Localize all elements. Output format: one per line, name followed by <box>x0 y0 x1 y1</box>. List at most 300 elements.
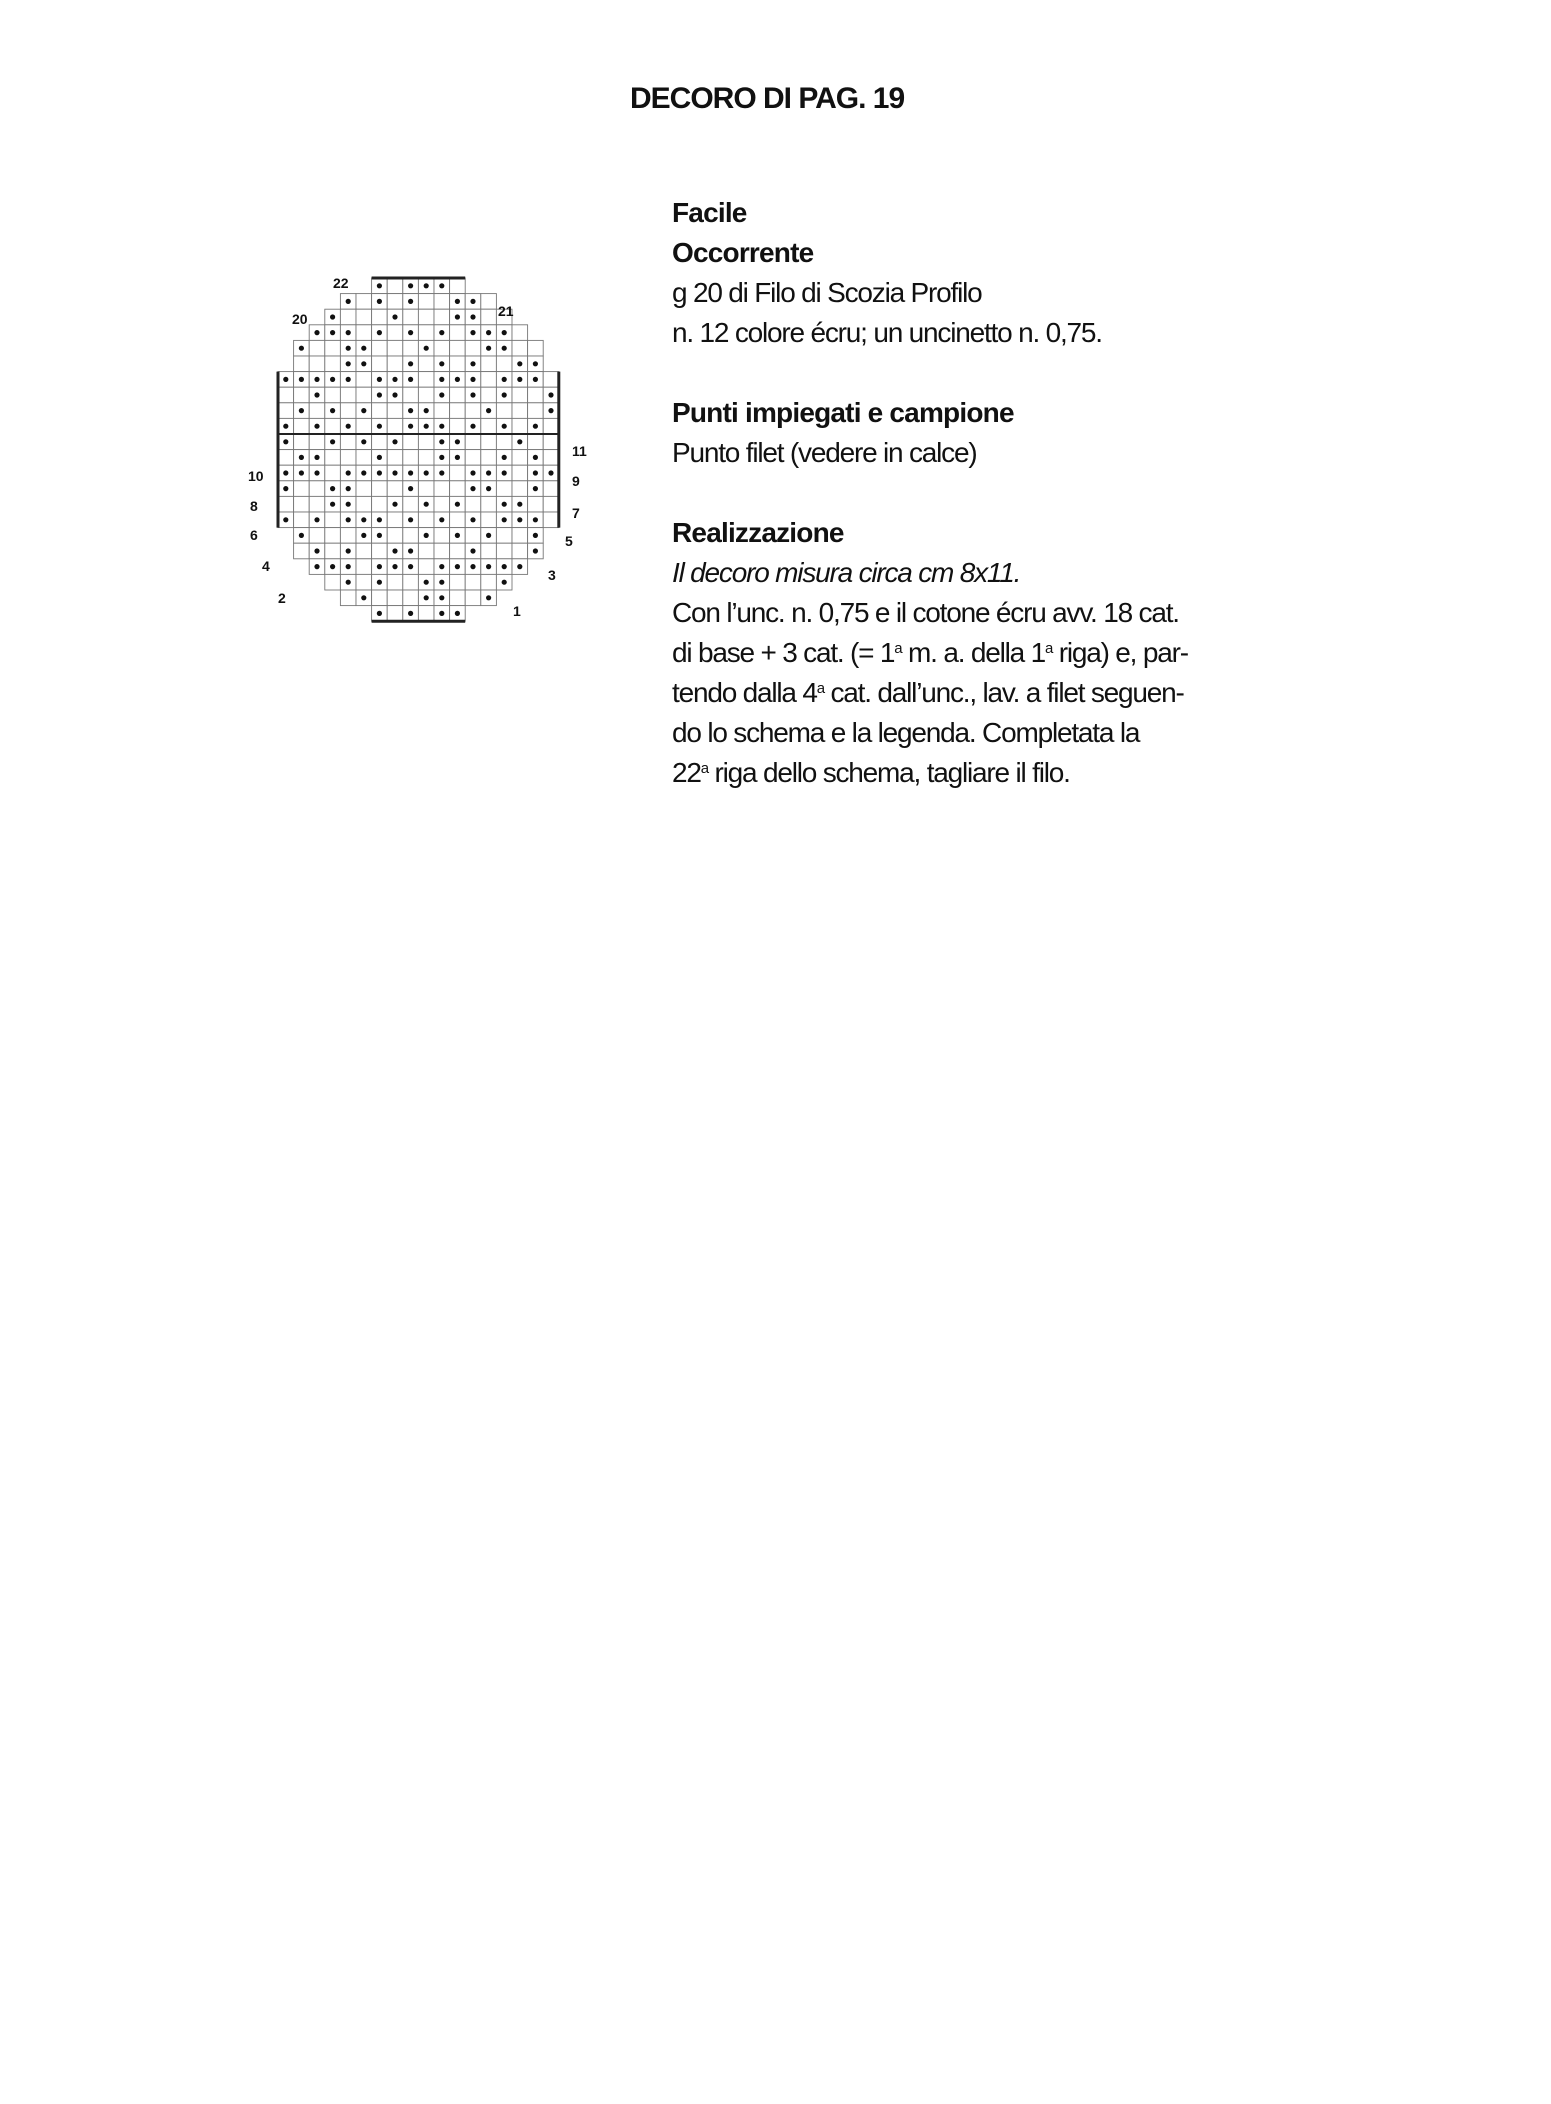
chart-row-label: 10 <box>248 468 264 484</box>
instruction-line: 22$^a$ riga dello schema, tagliare il filo. <box>672 757 1070 788</box>
chart-dot <box>314 564 319 569</box>
chart-cell <box>543 496 559 512</box>
chart-cell <box>481 372 497 388</box>
chart-dot <box>361 439 366 444</box>
chart-dot <box>533 455 538 460</box>
filet-chart-grid <box>230 268 610 638</box>
chart-cell <box>294 387 310 403</box>
chart-dot <box>486 595 491 600</box>
chart-dot <box>408 564 413 569</box>
chart-dot <box>502 346 507 351</box>
chart-dot <box>455 377 460 382</box>
chart-cell <box>450 356 466 372</box>
chart-cell <box>481 294 497 310</box>
chart-dot <box>361 595 366 600</box>
chart-row-label: 6 <box>250 527 258 543</box>
chart-row-label: 5 <box>565 533 573 549</box>
page-title: DECORO DI PAG. 19 <box>630 82 905 115</box>
chart-cell <box>356 387 372 403</box>
chart-cell <box>450 465 466 481</box>
chart-cell <box>543 450 559 466</box>
chart-cell <box>309 528 325 544</box>
chart-dot <box>361 517 366 522</box>
chart-dot <box>548 392 553 397</box>
chart-cell <box>434 496 450 512</box>
chart-cell <box>403 528 419 544</box>
chart-cell <box>372 340 388 356</box>
chart-dot <box>486 486 491 491</box>
chart-dot <box>330 439 335 444</box>
chart-cell <box>356 574 372 590</box>
chart-dot <box>533 486 538 491</box>
chart-row-label: 20 <box>292 311 308 327</box>
chart-cell <box>325 418 341 434</box>
chart-dot <box>408 377 413 382</box>
chart-cell <box>403 434 419 450</box>
chart-cell <box>450 278 466 294</box>
chart-cell <box>325 465 341 481</box>
chart-dot <box>314 424 319 429</box>
chart-dot <box>283 517 288 522</box>
chart-dot <box>408 330 413 335</box>
chart-dot <box>377 283 382 288</box>
chart-cell <box>294 496 310 512</box>
chart-dot <box>283 470 288 475</box>
chart-cell <box>543 418 559 434</box>
chart-cell <box>325 387 341 403</box>
chart-cell <box>481 418 497 434</box>
chart-dot <box>377 533 382 538</box>
chart-cell <box>512 387 528 403</box>
chart-cell <box>356 481 372 497</box>
chart-cell <box>528 496 544 512</box>
chart-cell <box>356 325 372 341</box>
chart-dot <box>502 330 507 335</box>
chart-cell <box>418 387 434 403</box>
chart-cell <box>465 528 481 544</box>
chart-dot <box>314 470 319 475</box>
chart-dot <box>283 439 288 444</box>
chart-cell <box>512 325 528 341</box>
chart-cell <box>340 309 356 325</box>
chart-cell <box>372 356 388 372</box>
chart-cell <box>418 559 434 575</box>
chart-cell <box>372 590 388 606</box>
chart-dot <box>283 486 288 491</box>
chart-cell <box>512 450 528 466</box>
chart-dot <box>455 314 460 319</box>
chart-cell <box>372 496 388 512</box>
chart-cell <box>325 574 341 590</box>
chart-row-label: 2 <box>278 590 286 606</box>
chart-dot <box>377 455 382 460</box>
chart-dot <box>377 580 382 585</box>
chart-dot <box>408 424 413 429</box>
chart-dot <box>299 408 304 413</box>
chart-cell <box>387 450 403 466</box>
chart-cell <box>512 528 528 544</box>
chart-dot <box>439 361 444 366</box>
chart-cell <box>340 434 356 450</box>
chart-cell <box>387 418 403 434</box>
chart-cell <box>372 403 388 419</box>
chart-dot <box>314 377 319 382</box>
chart-dot <box>330 330 335 335</box>
chart-cell <box>496 434 512 450</box>
chart-dot <box>408 283 413 288</box>
chart-cell <box>481 356 497 372</box>
chart-cell <box>309 481 325 497</box>
chart-row-label: 7 <box>572 505 580 521</box>
chart-cell <box>294 481 310 497</box>
chart-cell <box>418 294 434 310</box>
chart-cell <box>309 356 325 372</box>
chart-dot <box>314 517 319 522</box>
chart-cell <box>356 543 372 559</box>
chart-dot <box>439 455 444 460</box>
chart-dot <box>299 377 304 382</box>
chart-cell <box>481 387 497 403</box>
chart-cell <box>372 481 388 497</box>
chart-dot <box>470 299 475 304</box>
chart-dot <box>455 439 460 444</box>
chart-dot <box>486 330 491 335</box>
chart-cell <box>340 590 356 606</box>
chart-dot <box>377 377 382 382</box>
chart-dot <box>299 346 304 351</box>
chart-dot <box>455 611 460 616</box>
chart-cell <box>403 496 419 512</box>
chart-dot <box>346 564 351 569</box>
chart-cell <box>481 512 497 528</box>
chart-cell <box>278 387 294 403</box>
chart-cell <box>356 294 372 310</box>
chart-cell <box>294 356 310 372</box>
chart-dot <box>330 377 335 382</box>
chart-cell <box>325 450 341 466</box>
chart-cell <box>465 450 481 466</box>
materials-line: g 20 di Filo di Scozia Profilo <box>672 277 982 308</box>
chart-dot <box>299 470 304 475</box>
chart-dot <box>470 330 475 335</box>
chart-cell <box>496 543 512 559</box>
chart-cell <box>294 543 310 559</box>
chart-dot <box>330 314 335 319</box>
chart-cell <box>418 543 434 559</box>
chart-cell <box>465 403 481 419</box>
chart-dot <box>424 283 429 288</box>
instructions-column <box>672 193 1332 793</box>
chart-dot <box>502 580 507 585</box>
chart-dot <box>486 564 491 569</box>
instruction-line: di base + 3 cat. (= $1^a$ m. a. della 1$^a$ riga) e, par- <box>672 637 1188 668</box>
chart-cell <box>543 512 559 528</box>
chart-dot <box>408 611 413 616</box>
chart-dot <box>533 424 538 429</box>
chart-cell <box>528 403 544 419</box>
chart-dot <box>299 533 304 538</box>
chart-cell <box>387 590 403 606</box>
chart-cell <box>278 403 294 419</box>
chart-cell <box>434 309 450 325</box>
chart-cell <box>403 387 419 403</box>
chart-cell <box>450 403 466 419</box>
chart-cell <box>387 356 403 372</box>
chart-dot <box>533 470 538 475</box>
chart-dot <box>314 548 319 553</box>
chart-cell <box>481 434 497 450</box>
chart-dot <box>392 439 397 444</box>
chart-cell <box>418 309 434 325</box>
chart-dot <box>377 424 382 429</box>
chart-cell <box>465 496 481 512</box>
chart-cell <box>418 450 434 466</box>
chart-dot <box>392 502 397 507</box>
chart-cell <box>496 356 512 372</box>
chart-dot <box>502 564 507 569</box>
chart-cell <box>465 340 481 356</box>
chart-cell <box>465 590 481 606</box>
chart-cell <box>356 372 372 388</box>
chart-cell <box>434 294 450 310</box>
chart-cell <box>450 512 466 528</box>
chart-cell <box>278 450 294 466</box>
instruction-line: Con l’unc. n. 0,75 e il cotone écru avv. 18 cat. <box>672 597 1179 628</box>
chart-dot <box>470 424 475 429</box>
chart-cell <box>496 528 512 544</box>
chart-cell <box>481 309 497 325</box>
chart-dot <box>533 361 538 366</box>
chart-cell <box>372 309 388 325</box>
chart-dot <box>361 470 366 475</box>
chart-dot <box>486 346 491 351</box>
chart-dot <box>439 580 444 585</box>
chart-dot <box>346 377 351 382</box>
chart-cell <box>434 528 450 544</box>
instructions-heading: Realizzazione <box>672 517 844 548</box>
chart-dot <box>424 580 429 585</box>
chart-cell <box>372 434 388 450</box>
chart-dot <box>533 517 538 522</box>
chart-dot <box>533 548 538 553</box>
chart-dot <box>299 455 304 460</box>
chart-dot <box>455 533 460 538</box>
chart-cell <box>309 403 325 419</box>
chart-cell <box>512 481 528 497</box>
chart-dot <box>502 502 507 507</box>
chart-dot <box>470 314 475 319</box>
chart-cell <box>543 372 559 388</box>
chart-cell <box>325 543 341 559</box>
chart-dot <box>486 470 491 475</box>
chart-cell <box>387 325 403 341</box>
chart-row-label: 8 <box>250 498 258 514</box>
stitches-line: Punto filet (vedere in calce) <box>672 437 977 468</box>
chart-dot <box>502 455 507 460</box>
chart-cell <box>356 309 372 325</box>
chart-dot <box>533 377 538 382</box>
chart-cell <box>418 372 434 388</box>
chart-dot <box>392 377 397 382</box>
chart-dot <box>548 470 553 475</box>
difficulty-heading: Facile <box>672 197 747 228</box>
chart-dot <box>330 502 335 507</box>
chart-dot <box>346 580 351 585</box>
chart-cell <box>387 512 403 528</box>
chart-cell <box>496 481 512 497</box>
chart-dot <box>439 595 444 600</box>
chart-cell <box>325 340 341 356</box>
chart-row-label: 11 <box>572 443 587 459</box>
chart-dot <box>502 470 507 475</box>
chart-cell <box>481 450 497 466</box>
chart-cell <box>325 512 341 528</box>
chart-cell <box>340 403 356 419</box>
chart-cell <box>294 434 310 450</box>
chart-dot <box>408 517 413 522</box>
chart-cell <box>418 434 434 450</box>
chart-dot <box>470 486 475 491</box>
chart-dot <box>517 517 522 522</box>
chart-dot <box>439 283 444 288</box>
chart-dot <box>470 564 475 569</box>
chart-dot <box>377 470 382 475</box>
chart-dot <box>424 424 429 429</box>
chart-dot <box>361 346 366 351</box>
chart-dot <box>346 502 351 507</box>
chart-dot <box>377 517 382 522</box>
chart-dot <box>408 408 413 413</box>
chart-dot <box>346 346 351 351</box>
chart-dot <box>439 392 444 397</box>
chart-dot <box>346 361 351 366</box>
chart-cell <box>356 418 372 434</box>
chart-dot <box>502 377 507 382</box>
chart-cell <box>372 543 388 559</box>
chart-cell <box>418 606 434 622</box>
chart-dot <box>517 564 522 569</box>
chart-cell <box>450 574 466 590</box>
chart-dot <box>486 533 491 538</box>
chart-dot <box>377 330 382 335</box>
chart-cell <box>450 340 466 356</box>
chart-dot <box>455 299 460 304</box>
chart-cell <box>403 309 419 325</box>
materials-line: n. 12 colore écru; un uncinetto n. 0,75. <box>672 317 1102 348</box>
instruction-line: tendo dalla 4$^a$ cat. dall’unc., lav. a filet seguen- <box>672 677 1184 708</box>
chart-dot <box>424 346 429 351</box>
chart-cell <box>528 387 544 403</box>
chart-dot <box>392 564 397 569</box>
chart-cell <box>356 559 372 575</box>
chart-cell <box>340 450 356 466</box>
chart-dot <box>424 502 429 507</box>
chart-row-label: 21 <box>498 303 514 319</box>
chart-cell <box>278 496 294 512</box>
chart-cell <box>403 450 419 466</box>
chart-cell <box>481 543 497 559</box>
chart-dot <box>470 361 475 366</box>
chart-dot <box>455 564 460 569</box>
filet-chart <box>230 268 610 638</box>
chart-row-label: 3 <box>548 567 556 583</box>
chart-cell <box>512 340 528 356</box>
chart-dot <box>486 408 491 413</box>
chart-cell <box>403 590 419 606</box>
chart-dot <box>377 564 382 569</box>
chart-dot <box>330 408 335 413</box>
chart-cell <box>418 512 434 528</box>
stitches-heading: Punti impiegati e campione <box>672 397 1014 428</box>
chart-cell <box>418 325 434 341</box>
chart-cell <box>325 356 341 372</box>
chart-dot <box>408 361 413 366</box>
chart-dot <box>533 533 538 538</box>
chart-dot <box>283 377 288 382</box>
chart-dot <box>470 548 475 553</box>
chart-cell <box>543 434 559 450</box>
chart-dot <box>346 330 351 335</box>
chart-dot <box>424 595 429 600</box>
chart-cell <box>528 340 544 356</box>
chart-cell <box>450 325 466 341</box>
materials-heading: Occorrente <box>672 237 814 268</box>
chart-cell <box>481 496 497 512</box>
chart-dot <box>424 470 429 475</box>
chart-dot <box>502 424 507 429</box>
chart-cell <box>434 340 450 356</box>
chart-dot <box>502 517 507 522</box>
chart-cell <box>294 512 310 528</box>
chart-dot <box>314 330 319 335</box>
chart-cell <box>528 434 544 450</box>
chart-cell <box>387 606 403 622</box>
chart-cell <box>512 465 528 481</box>
chart-dot <box>408 486 413 491</box>
chart-dot <box>346 470 351 475</box>
size-note: Il decoro misura circa cm 8x11. <box>672 557 1021 588</box>
chart-dot <box>346 299 351 304</box>
chart-row-label: 4 <box>262 558 270 574</box>
chart-cell <box>434 403 450 419</box>
chart-dot <box>361 533 366 538</box>
chart-cell <box>403 574 419 590</box>
chart-row-label: 9 <box>572 473 580 489</box>
chart-dot <box>439 611 444 616</box>
chart-dot <box>377 299 382 304</box>
chart-dot <box>408 299 413 304</box>
chart-dot <box>439 517 444 522</box>
chart-cell <box>294 418 310 434</box>
chart-cell <box>325 528 341 544</box>
chart-cell <box>450 590 466 606</box>
chart-dot <box>361 361 366 366</box>
chart-dot <box>439 439 444 444</box>
chart-cell <box>481 574 497 590</box>
chart-dot <box>439 330 444 335</box>
chart-dot <box>470 392 475 397</box>
chart-dot <box>470 517 475 522</box>
chart-row-label: 1 <box>513 603 521 619</box>
chart-cell <box>512 403 528 419</box>
chart-cell <box>450 543 466 559</box>
chart-cell <box>465 434 481 450</box>
chart-cell <box>434 543 450 559</box>
chart-cell <box>309 434 325 450</box>
chart-cell <box>418 356 434 372</box>
chart-dot <box>439 377 444 382</box>
chart-cell <box>387 481 403 497</box>
